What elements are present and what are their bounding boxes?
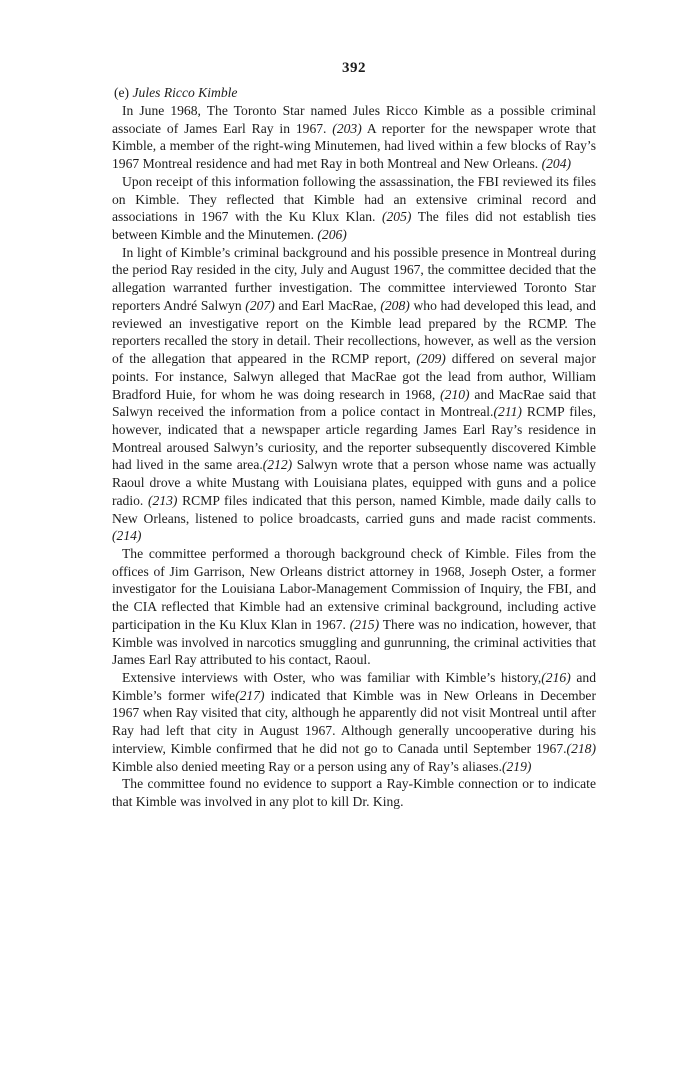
paragraph [112, 669, 596, 775]
footnote-reference: (219) [501, 758, 532, 774]
paragraph-text: and Earl MacRae, [274, 297, 381, 313]
paragraph [112, 775, 596, 810]
paragraph-text: The committee found no evidence to support a Ray-Kimble connection or to indicate that Kimble was involved in any plot to kill Dr. King. [112, 776, 596, 810]
section-title: Jules Ricco Kimble [132, 85, 238, 100]
paragraph [112, 102, 596, 173]
footnote-reference: (203) [332, 120, 362, 136]
footnote-reference: (212) [262, 457, 293, 473]
paragraph-text: Upon receipt of this information following the assassination, the FBI reviewed its files on Kimble. They reflected that Kimble had an extensive criminal record and associations in 1967 with the Ku Klux Klan. [112, 173, 596, 225]
paragraph-text: who had developed this lead, and reviewed an investigative report on the Kimble lead prepared by the RCMP. The reporters recalled the story in detail. Their recollections, however, as well as the version of the allegation that appeared in the RCMP report, [112, 297, 596, 367]
paragraph-text: The committee performed a thorough background check of Kimble. Files from the offices of Jim Garrison, New Orleans district attorney in 1968, Joseph Oster, a former investigator for the Louisiana Labor-Management Commission of Inquiry, the FBI, and the CIA reflected that Kimble had an extensive criminal background, including active participation in the Ku Klux Klan in 1967. [112, 545, 596, 632]
paragraph [112, 173, 596, 244]
paragraph-text: Extensive interviews with Oster, who was familiar with Kimble’s history, [122, 670, 542, 685]
paragraph-text: RCMP files, however, indicated that a newspaper article regarding James Earl Ray’s residence in Montreal aroused Salwyn’s curiosity, and the reporter subsequently discovered Kimble had lived in the same area. [112, 404, 596, 473]
footnote-reference: (206) [317, 227, 347, 243]
footnote-reference: (213) [148, 492, 178, 508]
footnote-reference: (208) [380, 297, 410, 313]
section-letter: (e) [114, 85, 130, 100]
paragraph-text: There was no indication, however, that Kimble was involved in narcotics smuggling and gunrunning, the criminal activities that James Earl Ray attributed to his contact, Raoul. [112, 616, 597, 668]
paragraph-text: Salwyn wrote that a person whose name was actually Raoul drove a white Mustang with Louisiana plates, equipped with guns and a police radio. [112, 457, 596, 508]
paragraph-text: and MacRae said that Salwyn received the information from a police contact in Montreal. [112, 386, 596, 420]
paragraph-text: differed on several major points. For instance, Salwyn alleged that MacRae got the lead from author, William Bradford Huie, for whom he was doing research in 1968, [112, 351, 596, 402]
footnote-reference: (211) [493, 404, 522, 420]
footnote-reference: (218) [566, 740, 596, 756]
paragraph [112, 545, 596, 669]
footnote-reference: (204) [541, 156, 572, 172]
footnote-reference: (217) [235, 687, 265, 703]
paragraph-text: Kimble also denied meeting Ray or a person using any of Ray’s aliases. [112, 758, 502, 774]
section-heading [112, 84, 596, 102]
paragraph-text: In light of Kimble’s criminal background and his possible presence in Montreal during the period Ray resided in the city, July and August 1967, the committee decided that the allegation warranted further investigation. The committee interviewed Toronto Star reporters André Salwyn [112, 244, 596, 313]
footnote-reference: (205) [381, 209, 412, 225]
body-text [112, 102, 596, 811]
paragraph-text: RCMP files indicated that this person, named Kimble, made daily calls to New Orleans, listened to police broadcasts, carried guns and made racist comments. [112, 492, 596, 526]
paragraph-text: The files did not establish ties between Kimble and the Minutemen. [112, 209, 596, 243]
footnote-reference: (216) [541, 670, 571, 685]
paragraph [112, 244, 596, 545]
paragraph-text: In June 1968, The Toronto Star named Jules Ricco Kimble as a possible criminal associate of James Earl Ray in 1967. [112, 103, 596, 136]
page-number: 392 [342, 60, 366, 76]
footnote-reference: (210) [440, 386, 470, 402]
footnote-reference: (215) [349, 616, 380, 632]
paragraph-text: indicated that Kimble was in New Orleans in December 1967 when Ray visited that city, although he apparently did not visit Montreal until after Ray had left that city in August 1967. Although generally uncooperative during his interview, Kimble confirmed that he did not go to Canada until September 1967. [112, 687, 596, 756]
document-page [112, 60, 596, 811]
paragraph-text: and Kimble’s former wife [112, 670, 596, 703]
footnote-reference: (209) [416, 351, 446, 367]
footnote-reference: (214) [112, 528, 142, 544]
paragraph-text: A reporter for the newspaper wrote that Kimble, a member of the right-wing Minutemen, had lived within a few blocks of Ray’s 1967 Montreal residence and had met Ray in both Montreal and New Orleans. [112, 120, 596, 172]
footnote-reference: (207) [245, 297, 275, 313]
